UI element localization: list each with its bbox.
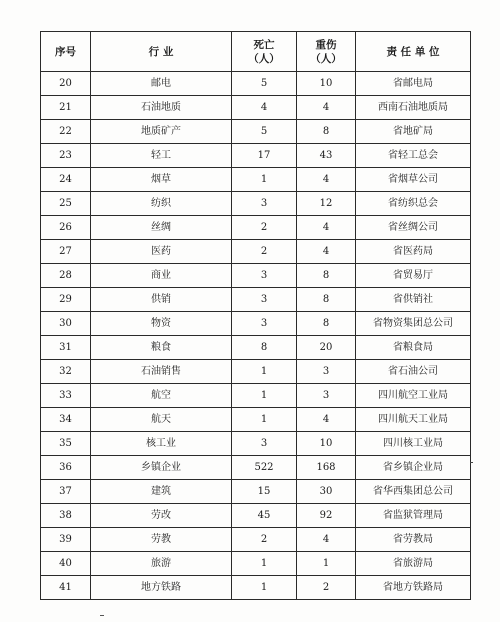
cell-deaths: 3 xyxy=(232,264,297,288)
cell-no: 27 xyxy=(41,240,91,264)
table-row xyxy=(41,192,471,216)
cell-industry: 地质矿产 xyxy=(91,120,232,144)
cell-industry: 核工业 xyxy=(91,432,232,456)
cell-industry: 粮食 xyxy=(91,336,232,360)
cell-responsible-unit: 省贸易厅 xyxy=(356,264,471,288)
cell-no: 23 xyxy=(41,144,91,168)
cell-responsible-unit: 省医药局 xyxy=(356,240,471,264)
cell-no: 24 xyxy=(41,168,91,192)
cell-industry: 邮电 xyxy=(91,72,232,96)
header-deaths xyxy=(232,32,297,72)
cell-injured: 3 xyxy=(297,384,356,408)
cell-deaths: 522 xyxy=(232,456,297,480)
cell-responsible-unit: 省劳教局 xyxy=(356,528,471,552)
table-row xyxy=(41,504,471,528)
cell-injured: 168 xyxy=(297,456,356,480)
cell-responsible-unit: 省监狱管理局 xyxy=(356,504,471,528)
cell-responsible-unit: 省地矿局 xyxy=(356,120,471,144)
table-row xyxy=(41,552,471,576)
cell-injured: 4 xyxy=(297,240,356,264)
cell-injured: 20 xyxy=(297,336,356,360)
cell-industry: 供销 xyxy=(91,288,232,312)
cell-deaths: 3 xyxy=(232,312,297,336)
cell-injured: 12 xyxy=(297,192,356,216)
cell-industry: 医药 xyxy=(91,240,232,264)
cell-deaths: 5 xyxy=(232,120,297,144)
table-row xyxy=(41,576,471,600)
header-deaths-label: 死亡 xyxy=(253,38,275,51)
header-no: 序号 xyxy=(41,32,91,72)
cell-responsible-unit: 省烟草公司 xyxy=(356,168,471,192)
cell-deaths: 3 xyxy=(232,432,297,456)
table-row xyxy=(41,240,471,264)
cell-deaths: 1 xyxy=(232,576,297,600)
cell-injured: 4 xyxy=(297,96,356,120)
cell-industry: 烟草 xyxy=(91,168,232,192)
cell-industry: 旅游 xyxy=(91,552,232,576)
table-row xyxy=(41,360,471,384)
cell-injured: 8 xyxy=(297,288,356,312)
cell-injured: 4 xyxy=(297,408,356,432)
cell-industry: 航空 xyxy=(91,384,232,408)
cell-no: 22 xyxy=(41,120,91,144)
header-deaths-unit: （人） xyxy=(248,52,280,65)
cell-no: 34 xyxy=(41,408,91,432)
cell-injured: 10 xyxy=(297,72,356,96)
cell-injured: 1 xyxy=(297,552,356,576)
cell-responsible-unit: 省轻工总会 xyxy=(356,144,471,168)
header-injured-label: 重伤 xyxy=(315,38,337,51)
table-row xyxy=(41,144,471,168)
cell-responsible-unit: 西南石油地质局 xyxy=(356,96,471,120)
cell-responsible-unit: 省旅游局 xyxy=(356,552,471,576)
cell-industry: 航天 xyxy=(91,408,232,432)
cell-injured: 8 xyxy=(297,120,356,144)
cell-no: 25 xyxy=(41,192,91,216)
cell-industry: 轻工 xyxy=(91,144,232,168)
cell-industry: 商业 xyxy=(91,264,232,288)
header-injured-unit: （人） xyxy=(310,52,342,65)
cell-responsible-unit: 四川航天工业局 xyxy=(356,408,471,432)
cell-deaths: 17 xyxy=(232,144,297,168)
responsibility-table xyxy=(40,31,471,600)
cell-deaths: 2 xyxy=(232,216,297,240)
cell-deaths: 2 xyxy=(232,528,297,552)
cell-responsible-unit: 省粮食局 xyxy=(356,336,471,360)
table-row xyxy=(41,288,471,312)
cell-deaths: 1 xyxy=(232,384,297,408)
cell-no: 29 xyxy=(41,288,91,312)
cell-responsible-unit: 省纺织总会 xyxy=(356,192,471,216)
table-row xyxy=(41,72,471,96)
cell-deaths: 1 xyxy=(232,552,297,576)
cell-deaths: 1 xyxy=(232,360,297,384)
cell-no: 30 xyxy=(41,312,91,336)
cell-industry: 物资 xyxy=(91,312,232,336)
cell-no: 36 xyxy=(41,456,91,480)
cell-industry: 乡镇企业 xyxy=(91,456,232,480)
cell-no: 41 xyxy=(41,576,91,600)
header-injured xyxy=(297,32,356,72)
cell-deaths: 1 xyxy=(232,408,297,432)
cell-injured: 3 xyxy=(297,360,356,384)
cell-responsible-unit: 省华西集团总公司 xyxy=(356,480,471,504)
cell-responsible-unit: 省物资集团总公司 xyxy=(356,312,471,336)
cell-industry: 石油地质 xyxy=(91,96,232,120)
cell-responsible-unit: 省乡镇企业局 xyxy=(356,456,471,480)
cell-deaths: 45 xyxy=(232,504,297,528)
table-row xyxy=(41,216,471,240)
cell-injured: 43 xyxy=(297,144,356,168)
cell-responsible-unit: 省石油公司 xyxy=(356,360,471,384)
cell-no: 32 xyxy=(41,360,91,384)
cell-no: 35 xyxy=(41,432,91,456)
cell-no: 40 xyxy=(41,552,91,576)
cell-no: 38 xyxy=(41,504,91,528)
table-row xyxy=(41,168,471,192)
cell-industry: 地方铁路 xyxy=(91,576,232,600)
cell-industry: 石油销售 xyxy=(91,360,232,384)
cell-deaths: 1 xyxy=(232,168,297,192)
cell-no: 33 xyxy=(41,384,91,408)
cell-responsible-unit: 省供销社 xyxy=(356,288,471,312)
cell-responsible-unit: 四川核工业局 xyxy=(356,432,471,456)
table-row xyxy=(41,432,471,456)
cell-deaths: 3 xyxy=(232,288,297,312)
cell-industry: 劳教 xyxy=(91,528,232,552)
cell-industry: 丝绸 xyxy=(91,216,232,240)
cell-injured: 4 xyxy=(297,216,356,240)
cell-injured: 8 xyxy=(297,312,356,336)
cell-responsible-unit: 省邮电局 xyxy=(356,72,471,96)
cell-deaths: 5 xyxy=(232,72,297,96)
scan-mark xyxy=(470,462,473,463)
scan-mark xyxy=(100,615,104,616)
table-row xyxy=(41,384,471,408)
cell-industry: 纺织 xyxy=(91,192,232,216)
table-row xyxy=(41,264,471,288)
cell-injured: 10 xyxy=(297,432,356,456)
table-row xyxy=(41,528,471,552)
cell-no: 37 xyxy=(41,480,91,504)
table-row xyxy=(41,456,471,480)
cell-no: 39 xyxy=(41,528,91,552)
cell-responsible-unit: 四川航空工业局 xyxy=(356,384,471,408)
cell-deaths: 2 xyxy=(232,240,297,264)
cell-injured: 30 xyxy=(297,480,356,504)
cell-industry: 建筑 xyxy=(91,480,232,504)
cell-deaths: 4 xyxy=(232,96,297,120)
cell-injured: 8 xyxy=(297,264,356,288)
cell-injured: 4 xyxy=(297,168,356,192)
cell-no: 26 xyxy=(41,216,91,240)
table-body xyxy=(41,72,471,600)
table-row xyxy=(41,480,471,504)
cell-deaths: 8 xyxy=(232,336,297,360)
table-row xyxy=(41,96,471,120)
table-header-row xyxy=(41,32,471,72)
cell-responsible-unit: 省地方铁路局 xyxy=(356,576,471,600)
table-row xyxy=(41,408,471,432)
table-row xyxy=(41,312,471,336)
cell-no: 28 xyxy=(41,264,91,288)
cell-responsible-unit: 省丝绸公司 xyxy=(356,216,471,240)
cell-no: 31 xyxy=(41,336,91,360)
cell-deaths: 15 xyxy=(232,480,297,504)
header-responsible-unit: 责 任 单 位 xyxy=(356,32,471,72)
cell-no: 21 xyxy=(41,96,91,120)
table-row xyxy=(41,120,471,144)
cell-injured: 92 xyxy=(297,504,356,528)
cell-no: 20 xyxy=(41,72,91,96)
table-row xyxy=(41,336,471,360)
header-industry: 行 业 xyxy=(91,32,232,72)
cell-industry: 劳改 xyxy=(91,504,232,528)
cell-deaths: 3 xyxy=(232,192,297,216)
cell-injured: 2 xyxy=(297,576,356,600)
cell-injured: 4 xyxy=(297,528,356,552)
